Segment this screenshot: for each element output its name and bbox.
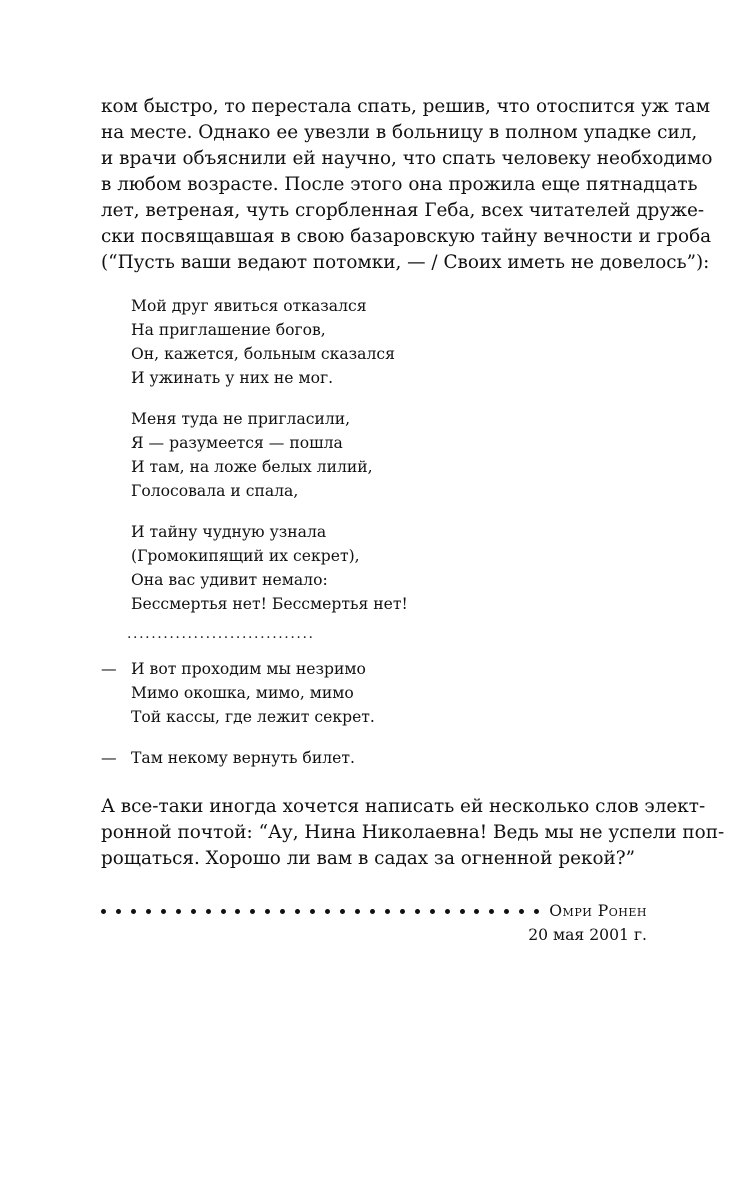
verse-line: Я — разумеется — пошла xyxy=(131,434,343,452)
leader-dot xyxy=(504,909,509,914)
leader-dot xyxy=(280,909,285,914)
leader-dot xyxy=(400,909,405,914)
verse-line: И тайну чудную узнала xyxy=(131,523,327,541)
leader-dot xyxy=(131,909,136,914)
leader-dot xyxy=(534,909,539,914)
leader-dot xyxy=(221,909,226,914)
text-line: лет, ветреная, чуть сгорбленная Геба, всех читателей друже- xyxy=(101,200,705,221)
leader-dot xyxy=(445,909,450,914)
verse-line: И там, на ложе белых лилий, xyxy=(131,458,373,476)
verse-line: Голосовала и спала, xyxy=(131,482,299,500)
leader-dot xyxy=(474,909,479,914)
leader-dot xyxy=(519,909,524,914)
leader-dot xyxy=(265,909,270,914)
text-line: ски посвящавшая в свою базаровскую тайну вечности и гроба xyxy=(101,226,712,247)
signature-row xyxy=(101,898,647,924)
closing-paragraph xyxy=(101,794,725,872)
leader-dot xyxy=(340,909,345,914)
verse-line: Бессмертья нет! Бессмертья нет! xyxy=(131,595,408,613)
leader-dot xyxy=(235,909,240,914)
leader-dot xyxy=(430,909,435,914)
leader-dot xyxy=(325,909,330,914)
verse-line xyxy=(101,657,647,681)
leader-dot xyxy=(415,909,420,914)
leader-dot xyxy=(161,909,166,914)
text-line: в любом возрасте. После этого она прожила еще пятнадцать xyxy=(101,174,698,195)
text-line: А все-таки иногда хочется написать ей несколько слов элект- xyxy=(101,796,706,817)
leader-dot xyxy=(460,909,465,914)
author-name: Омри Ронен xyxy=(549,902,647,920)
text-line: на месте. Однако ее увезли в больницу в полном упадке сил, xyxy=(101,122,698,143)
stanza-2 xyxy=(101,407,647,503)
dash-mark: — xyxy=(101,749,117,767)
stanza-4 xyxy=(101,657,647,729)
verse-line: Той кассы, где лежит секрет. xyxy=(131,708,375,726)
verse-text: И вот проходим мы незримо xyxy=(131,660,366,678)
verse-line: Он, кажется, больным сказался xyxy=(131,345,395,363)
verse-line: Меня туда не пригласили, xyxy=(131,410,351,428)
leader-dot xyxy=(250,909,255,914)
leader-dot xyxy=(176,909,181,914)
verse-line xyxy=(101,746,647,770)
leader-dot xyxy=(116,909,121,914)
poem xyxy=(101,294,647,770)
verse-line: Мимо окошка, мимо, мимо xyxy=(131,684,354,702)
publication-date: 20 мая 2001 г. xyxy=(528,926,647,944)
leader-dot xyxy=(206,909,211,914)
verse-line: (Громокипящий их секрет), xyxy=(131,547,360,565)
verse-line: Мой друг явиться отказался xyxy=(131,297,367,315)
text-line: (“Пусть ваши ведают потомки, — / Своих иметь не довелось”): xyxy=(101,252,710,273)
text-line: ронной почтой: “Ау, Нина Николаевна! Ведь мы не успели поп- xyxy=(101,822,725,843)
leader-dot xyxy=(146,909,151,914)
text-line: ком быстро, то перестала спать, решив, что отоспится уж там xyxy=(101,96,711,117)
leader-dot xyxy=(310,909,315,914)
verse-line: На приглашение богов, xyxy=(131,321,326,339)
leader-dot xyxy=(355,909,360,914)
stanza-5 xyxy=(101,746,647,770)
text-line: рощаться. Хорошо ли вам в садах за огненной рекой?” xyxy=(101,848,636,869)
leader-dot xyxy=(489,909,494,914)
verse-text: Там некому вернуть билет. xyxy=(131,749,355,767)
dash-mark: — xyxy=(101,660,117,678)
leader-dot xyxy=(370,909,375,914)
leader-dot xyxy=(101,909,106,914)
verse-line: И ужинать у них не мог. xyxy=(131,369,334,387)
dot-leader xyxy=(101,909,549,914)
ellipsis-separator: ............................... xyxy=(127,626,315,642)
text-line: и врачи объяснили ей научно, что спать человеку необходимо xyxy=(101,148,713,169)
leader-dot xyxy=(191,909,196,914)
leader-dot xyxy=(385,909,390,914)
stanza-1 xyxy=(101,294,647,390)
leader-dot xyxy=(295,909,300,914)
verse-line: Она вас удивит немало: xyxy=(131,571,328,589)
stanza-3 xyxy=(101,520,647,616)
article-body xyxy=(101,94,725,872)
intro-paragraph xyxy=(101,94,713,276)
